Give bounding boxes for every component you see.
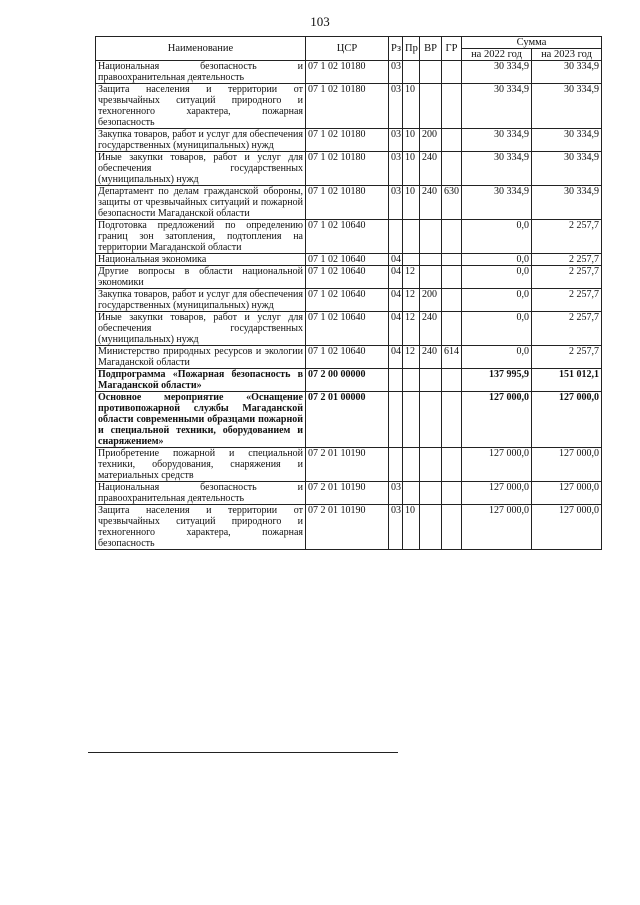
row-sum-2023: 2 257,7 [532,312,602,346]
row-sum-2022: 0,0 [462,254,532,266]
table-row [96,220,602,254]
row-pr: 10 [403,505,420,550]
row-csr: 07 1 02 10180 [306,186,389,220]
row-name: Национальная безопасность и правоохранительная деятельность [96,482,306,505]
header-year-2022: на 2022 год [462,49,532,61]
row-name: Закупка товаров, работ и услуг для обеспечения государственных (муниципальных) нужд [96,129,306,152]
row-gr [442,129,462,152]
row-gr [442,84,462,129]
row-vr [420,505,442,550]
row-gr [442,152,462,186]
table-row [96,289,602,312]
row-sum-2022: 127 000,0 [462,482,532,505]
row-vr [420,254,442,266]
row-csr: 07 1 02 10180 [306,129,389,152]
header-sum: Сумма [462,37,602,49]
row-pr: 10 [403,152,420,186]
table-row [96,482,602,505]
row-vr: 200 [420,129,442,152]
header-gr: ГР [442,37,462,61]
row-rz: 03 [389,186,403,220]
header-rz: Рз [389,37,403,61]
row-vr [420,220,442,254]
row-sum-2023: 2 257,7 [532,289,602,312]
row-vr [420,61,442,84]
row-rz: 03 [389,84,403,129]
row-rz: 04 [389,289,403,312]
row-sum-2022: 0,0 [462,346,532,369]
row-rz [389,220,403,254]
table-row [96,254,602,266]
table-body [96,61,602,550]
row-rz: 04 [389,266,403,289]
row-csr: 07 1 02 10640 [306,289,389,312]
row-pr [403,448,420,482]
row-sum-2023: 151 012,1 [532,369,602,392]
table-row [96,129,602,152]
row-csr: 07 2 01 10190 [306,505,389,550]
row-pr: 10 [403,84,420,129]
row-rz [389,369,403,392]
row-vr [420,392,442,448]
row-csr: 07 1 02 10180 [306,61,389,84]
row-sum-2022: 30 334,9 [462,84,532,129]
row-gr [442,61,462,84]
row-gr: 614 [442,346,462,369]
row-sum-2023: 30 334,9 [532,84,602,129]
table-row [96,61,602,84]
row-gr: 630 [442,186,462,220]
row-sum-2023: 2 257,7 [532,346,602,369]
row-name: Национальная безопасность и правоохранительная деятельность [96,61,306,84]
row-name: Закупка товаров, работ и услуг для обеспечения государственных (муниципальных) нужд [96,289,306,312]
table-row [96,448,602,482]
row-name: Защита населения и территории от чрезвычайных ситуаций природного и техногенного характера, пожарная безопасность [96,84,306,129]
row-vr: 240 [420,152,442,186]
table-row [96,392,602,448]
row-gr [442,254,462,266]
row-csr: 07 2 00 00000 [306,369,389,392]
footer-divider [88,752,398,753]
row-sum-2022: 127 000,0 [462,448,532,482]
row-gr [442,312,462,346]
row-pr [403,482,420,505]
row-sum-2023: 127 000,0 [532,482,602,505]
row-vr: 240 [420,346,442,369]
row-vr: 200 [420,289,442,312]
row-rz: 03 [389,505,403,550]
table-row [96,312,602,346]
row-name: Национальная экономика [96,254,306,266]
row-gr [442,392,462,448]
row-sum-2023: 30 334,9 [532,186,602,220]
row-name: Иные закупки товаров, работ и услуг для обеспечения государственных (муниципальных) нужд [96,152,306,186]
row-rz: 03 [389,482,403,505]
header-vr: ВР [420,37,442,61]
row-csr: 07 2 01 10190 [306,448,389,482]
row-name: Министерство природных ресурсов и экологии Магаданской области [96,346,306,369]
header-row [96,37,602,49]
row-name: Подготовка предложений по определению границ зон затопления, подтопления на территории Магаданской области [96,220,306,254]
row-name: Защита населения и территории от чрезвычайных ситуаций природного и техногенного характера, пожарная безопасность [96,505,306,550]
row-rz [389,392,403,448]
page-number: 103 [310,14,330,29]
row-vr [420,482,442,505]
row-pr [403,220,420,254]
row-gr [442,482,462,505]
table-row [96,346,602,369]
row-csr: 07 1 02 10180 [306,84,389,129]
row-pr: 12 [403,289,420,312]
row-sum-2022: 0,0 [462,266,532,289]
row-sum-2022: 30 334,9 [462,186,532,220]
row-vr [420,266,442,289]
row-rz: 04 [389,346,403,369]
row-sum-2023: 30 334,9 [532,152,602,186]
row-rz: 04 [389,254,403,266]
row-sum-2023: 30 334,9 [532,129,602,152]
row-gr [442,289,462,312]
row-name: Другие вопросы в области национальной экономики [96,266,306,289]
row-sum-2022: 0,0 [462,289,532,312]
row-pr: 12 [403,312,420,346]
header-year-2023: на 2023 год [532,49,602,61]
table-row [96,152,602,186]
row-vr [420,448,442,482]
row-gr [442,369,462,392]
row-rz: 03 [389,61,403,84]
row-csr: 07 1 02 10640 [306,254,389,266]
row-sum-2022: 30 334,9 [462,129,532,152]
row-pr: 10 [403,129,420,152]
row-gr [442,220,462,254]
table-row [96,369,602,392]
row-csr: 07 2 01 00000 [306,392,389,448]
table-row [96,186,602,220]
row-pr: 10 [403,186,420,220]
table-row [96,505,602,550]
budget-table [95,36,602,550]
row-sum-2022: 0,0 [462,220,532,254]
row-vr: 240 [420,312,442,346]
row-rz [389,448,403,482]
row-sum-2023: 2 257,7 [532,266,602,289]
row-sum-2023: 127 000,0 [532,505,602,550]
row-pr [403,369,420,392]
table-row [96,84,602,129]
row-sum-2023: 127 000,0 [532,392,602,448]
row-csr: 07 1 02 10640 [306,220,389,254]
row-sum-2023: 2 257,7 [532,220,602,254]
row-sum-2022: 30 334,9 [462,152,532,186]
row-vr: 240 [420,186,442,220]
header-name: Наименование [96,37,306,61]
row-sum-2022: 127 000,0 [462,392,532,448]
row-name: Основное мероприятие «Оснащение противопожарной службы Магаданской области современными образцами пожарной и специальной техники, оборудованием и снаряжением» [96,392,306,448]
row-sum-2022: 127 000,0 [462,505,532,550]
row-sum-2023: 30 334,9 [532,61,602,84]
row-gr [442,266,462,289]
row-name: Департамент по делам гражданской обороны, защиты от чрезвычайных ситуаций и пожарной безопасности Магаданской области [96,186,306,220]
table-row [96,266,602,289]
row-sum-2022: 137 995,9 [462,369,532,392]
row-rz: 04 [389,312,403,346]
row-csr: 07 1 02 10180 [306,152,389,186]
header-csr: ЦСР [306,37,389,61]
row-csr: 07 1 02 10640 [306,266,389,289]
row-csr: 07 1 02 10640 [306,312,389,346]
row-name: Приобретение пожарной и специальной техники, оборудования, снаряжения и материальных средств [96,448,306,482]
row-rz: 03 [389,152,403,186]
row-pr: 12 [403,346,420,369]
header-pr: Пр [403,37,420,61]
row-name: Иные закупки товаров, работ и услуг для обеспечения государственных (муниципальных) нужд [96,312,306,346]
row-pr [403,392,420,448]
row-pr: 12 [403,266,420,289]
row-sum-2022: 0,0 [462,312,532,346]
row-name: Подпрограмма «Пожарная безопасность в Магаданской области» [96,369,306,392]
row-sum-2023: 127 000,0 [532,448,602,482]
row-csr: 07 1 02 10640 [306,346,389,369]
row-vr [420,369,442,392]
row-gr [442,448,462,482]
row-sum-2022: 30 334,9 [462,61,532,84]
row-rz: 03 [389,129,403,152]
row-csr: 07 2 01 10190 [306,482,389,505]
row-pr [403,254,420,266]
row-pr [403,61,420,84]
row-gr [442,505,462,550]
row-sum-2023: 2 257,7 [532,254,602,266]
row-vr [420,84,442,129]
